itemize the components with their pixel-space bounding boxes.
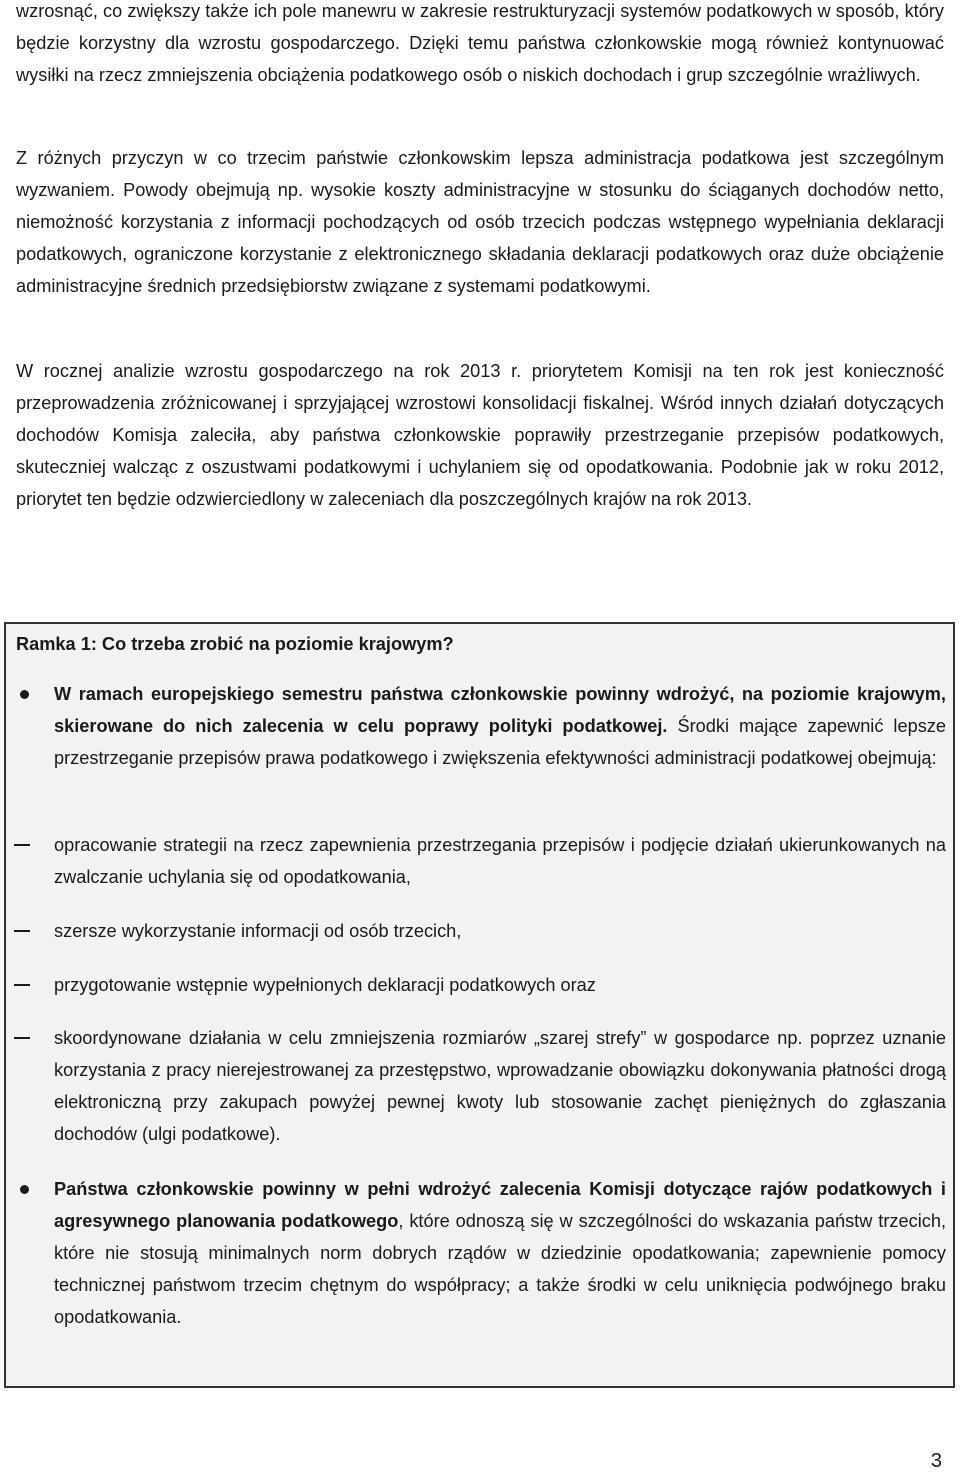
dash-text: skoordynowane działania w celu zmniejszenia rozmiarów „szarej strefy” w gospodarce np. poprzez uznanie korzystania z pracy nierejestrowanej za przestępstwo, wprowadzanie obowiązku dokonywania płatności drogą elektroniczną przy zakupach powyżej pewnej kwoty lub stosowanie zachęt pieniężnych do zgłaszania dochodów (ulgi podatkowe). [54, 1028, 946, 1144]
dash-text: przygotowanie wstępnie wypełnionych deklaracji podatkowych oraz [54, 975, 596, 995]
box-title: Ramka 1: Co trzeba zrobić na poziomie krajowym? [16, 634, 454, 654]
bullet-icon [20, 690, 29, 699]
bullet-bold-text: W ramach europejskiego semestru państwa członkowskie powinny wdrożyć, na poziomie krajowym, skierowane do nich zalecenia w celu poprawy polityki podatkowej. [54, 684, 946, 736]
paragraph-intro: wzrosnąć, co zwiększy także ich pole manewru w zakresie restrukturyzacji systemów podatkowych w sposób, który będzie korzystny dla wzrostu gospodarczego. Dzięki temu państwa członkowskie mogą również kontynuować wysiłki na rzecz zmniejszenia obciążenia podatkowego osób o niskich dochodach i grup szczególnie wrażliwych. [16, 1, 944, 85]
bullet-icon [20, 1185, 29, 1194]
dash-text: szersze wykorzystanie informacji od osób trzecich, [54, 921, 462, 941]
dash-icon [14, 1037, 30, 1039]
bullet-text [54, 678, 946, 774]
bullet-plain-text: Środki mające zapewnić lepsze przestrzeganie przepisów prawa podatkowego i zwiększenia efektywności administracji podatkowej obejmują: [54, 716, 946, 768]
bullet-bold-text: Państwa członkowskie powinny w pełni wdrożyć zalecenia Komisji dotyczące rajów podatkowych i agresywnego planowania podatkowego [54, 1179, 946, 1231]
bullet-plain-text: , które odnoszą się w szczególności do wskazania państw trzecich, które nie stosują minimalnych norm dobrych rządów w dziedzinie opodatkowania; zapewnienie pomocy technicznej państwom trzecim chętnym do współpracy; a także środki w celu uniknięcia podwójnego braku opodatkowania. [54, 1211, 946, 1327]
dash-text: opracowanie strategii na rzecz zapewnienia przestrzegania przepisów i podjęcie działań ukierunkowanych na zwalczanie uchylania się od opodatkowania, [54, 835, 946, 887]
dash-icon [14, 984, 30, 986]
dash-icon [14, 930, 30, 932]
box-national-actions [4, 622, 955, 1388]
paragraph-tax-administration: Z różnych przyczyn w co trzecim państwie członkowskim lepsza administracja podatkowa jest szczególnym wyzwaniem. Powody obejmują np. wysokie koszty administracyjne w stosunku do ściąganych dochodów netto, niemożność korzystania z informacji pochodzących od osób trzecich podczas wstępnego wypełniania deklaracji podatkowych, ograniczone korzystanie z elektronicznego składania deklaracji podatkowych oraz duże obciążenie administracyjne średnich przedsiębiorstw związane z systemami podatkowymi. [16, 148, 944, 296]
paragraph-annual-growth-survey: W rocznej analizie wzrostu gospodarczego na rok 2013 r. priorytetem Komisji na ten rok jest konieczność przeprowadzenia zróżnicowanej i sprzyjającej wzrostowi konsolidacji fiskalnej. Wśród innych działań dotyczących dochodów Komisja zaleciła, aby państwa członkowskie poprawiły przestrzeganie przepisów podatkowych, skuteczniej walcząc z oszustwami podatkowymi i uchylaniem się od opodatkowania. Podobnie jak w roku 2012, priorytet ten będzie odzwierciedlony w zaleceniach dla poszczególnych krajów na rok 2013. [16, 361, 944, 509]
dash-icon [14, 844, 30, 846]
page-number: 3 [930, 1450, 942, 1472]
bullet-text [54, 1173, 946, 1333]
